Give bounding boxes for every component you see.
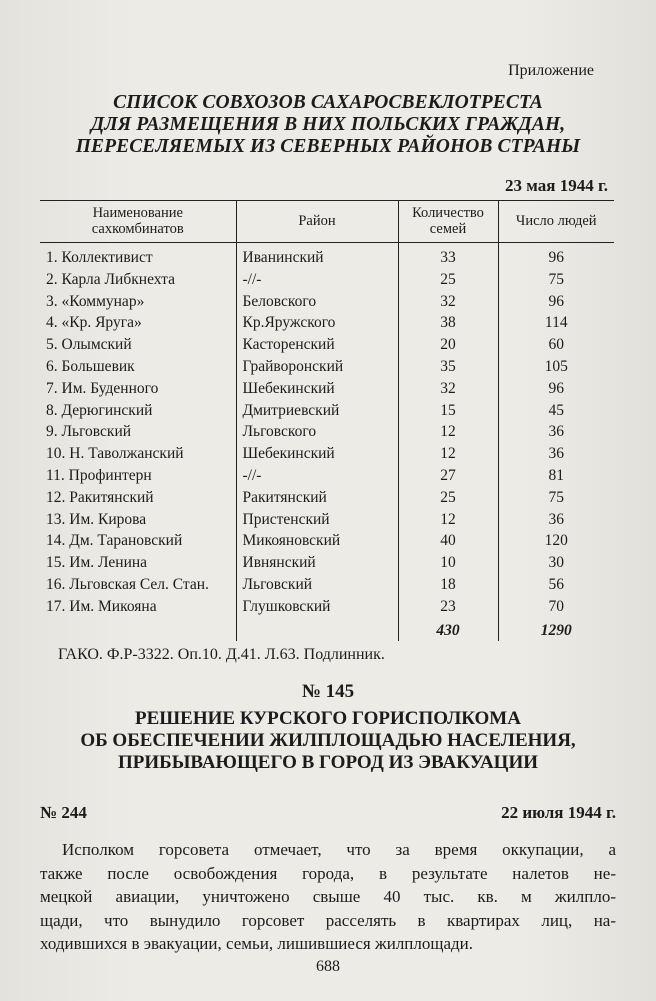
table-row [40,530,614,552]
cell-name: 12. Ракитянский [46,488,154,506]
cell-families: 27 [398,465,498,487]
cell-families: 25 [398,487,498,509]
cell-name: 7. Им. Буденного [46,379,159,397]
decision-title [40,708,616,774]
cell-people: 120 [498,530,614,552]
cell-name: 8. Дерюгинский [46,401,153,419]
cell-district: Иванинский [236,243,398,269]
list-date: 23 мая 1944 г. [505,176,608,195]
list-title-line: ДЛЯ РАЗМЕЩЕНИЯ В НИХ ПОЛЬСКИХ ГРАЖДАН, [90,114,566,135]
table-row [40,596,614,618]
cell-district: Пристенский [236,509,398,531]
cell-people: 60 [498,334,614,356]
cell-district: -//- [236,465,398,487]
cell-district: Касторенский [236,334,398,356]
cell-people: 105 [498,356,614,378]
header-people: Число людей [498,201,614,243]
table-row [40,356,614,378]
decision-number: № 244 [40,803,87,822]
cell-district: Ивнянский [236,552,398,574]
cell-families: 20 [398,334,498,356]
cell-district: Ракитянский [236,487,398,509]
cell-families: 40 [398,530,498,552]
cell-people: 114 [498,312,614,334]
cell-name: 9. Льговский [46,423,132,441]
body-line: также после освобождения города, в результате налетов не- [40,863,616,883]
page-number: 688 [316,958,340,975]
cell-people: 56 [498,574,614,596]
cell-people: 30 [498,552,614,574]
cell-name: 10. Н. Таволжанский [46,445,184,463]
cell-total-blank [40,618,236,642]
table-row [40,243,614,269]
body-line: щади, что вынудило горсовет расселять в квартирах лиц, на- [40,910,616,930]
list-title-line: ПЕРЕСЕЛЯЕМЫХ ИЗ СЕВЕРНЫХ РАЙОНОВ СТРАНЫ [75,136,581,157]
table-row [40,291,614,313]
cell-district: Беловского [236,291,398,313]
cell-name: 2. Карла Либкнехта [46,270,175,288]
header-families: Количество семей [398,201,498,243]
table-row [40,443,614,465]
table-row [40,552,614,574]
cell-name: 6. Большевик [46,357,135,375]
cell-families: 15 [398,400,498,422]
cell-people: 96 [498,243,614,269]
table-row [40,487,614,509]
cell-people: 36 [498,421,614,443]
table-row [40,574,614,596]
document-number: № 145 [301,681,355,702]
table-row [40,269,614,291]
table-row [40,400,614,422]
cell-district: Льговского [236,421,398,443]
list-title-line: СПИСОК СОВХОЗОВ САХАРОСВЕКЛОТРЕСТА [113,92,543,113]
list-title [40,92,616,158]
cell-total-families: 430 [398,618,498,642]
table-header-row [40,201,614,243]
table-row [40,378,614,400]
body-line: Исполком горсовета отмечает, что за время оккупации, а [62,840,616,859]
table-row [40,312,614,334]
cell-district: -//- [236,269,398,291]
cell-name: 13. Им. Кирова [46,510,147,528]
cell-name: 14. Дм. Тарановский [46,532,183,550]
table-total-row [40,618,614,642]
cell-district: Шебекинский [236,443,398,465]
cell-name: 17. Им. Микояна [46,597,157,615]
cell-district: Глушковский [236,596,398,618]
cell-district: Микояновский [236,530,398,552]
decision-date: 22 июля 1944 г. [501,803,616,822]
cell-people: 81 [498,465,614,487]
cell-families: 23 [398,596,498,618]
sovkhoz-table [40,200,614,641]
cell-name: 1. Коллективист [46,249,153,266]
cell-people: 75 [498,487,614,509]
cell-district: Дмитриевский [236,400,398,422]
cell-name: 3. «Коммунар» [46,292,145,310]
archive-source: ГАКО. Ф.Р-3322. Оп.10. Д.41. Л.63. Подлинник. [58,646,385,663]
table-row [40,334,614,356]
decision-title-line: ОБ ОБЕСПЕЧЕНИИ ЖИЛПЛОЩАДЬЮ НАСЕЛЕНИЯ, [80,730,576,751]
cell-families: 10 [398,552,498,574]
cell-people: 70 [498,596,614,618]
cell-families: 35 [398,356,498,378]
cell-total-blank [236,618,398,642]
cell-district: Грайворонский [236,356,398,378]
cell-people: 96 [498,291,614,313]
cell-families: 38 [398,312,498,334]
cell-name: 16. Льговская Сел. Стан. [46,575,209,593]
cell-name: 15. Им. Ленина [46,554,148,572]
cell-families: 12 [398,443,498,465]
cell-name: 5. Олымский [46,336,132,354]
cell-families: 32 [398,291,498,313]
cell-people: 36 [498,509,614,531]
cell-district: Льговский [236,574,398,596]
body-line: мецкой авиации, уничтожено свыше 40 тыс. кв. м жилпло- [40,887,616,906]
cell-people: 75 [498,269,614,291]
cell-families: 33 [398,243,498,269]
cell-families: 32 [398,378,498,400]
cell-district: Кр.Яружского [236,312,398,334]
cell-total-people: 1290 [498,618,614,642]
decision-title-line: ПРИБЫВАЮЩЕГО В ГОРОД ИЗ ЭВАКУАЦИИ [117,752,539,773]
cell-district: Шебекинский [236,378,398,400]
body-line: ходившихся в эвакуации, семьи, лишившиеся жилплощади. [40,934,474,953]
appendix-label: Приложение [508,62,594,79]
decision-body [40,838,616,956]
header-name: Наименование сахкомбинатов [40,201,236,243]
table-row [40,465,614,487]
cell-people: 96 [498,378,614,400]
table-body [40,243,614,642]
cell-people: 45 [498,400,614,422]
cell-families: 18 [398,574,498,596]
cell-name: 4. «Кр. Яруга» [46,314,142,332]
cell-families: 25 [398,269,498,291]
cell-families: 12 [398,421,498,443]
table-row [40,421,614,443]
cell-families: 12 [398,509,498,531]
table-row [40,509,614,531]
header-district: Район [236,201,398,243]
cell-people: 36 [498,443,614,465]
decision-title-line: РЕШЕНИЕ КУРСКОГО ГОРИСПОЛКОМА [135,708,521,729]
cell-name: 11. Профинтерн [46,466,152,484]
